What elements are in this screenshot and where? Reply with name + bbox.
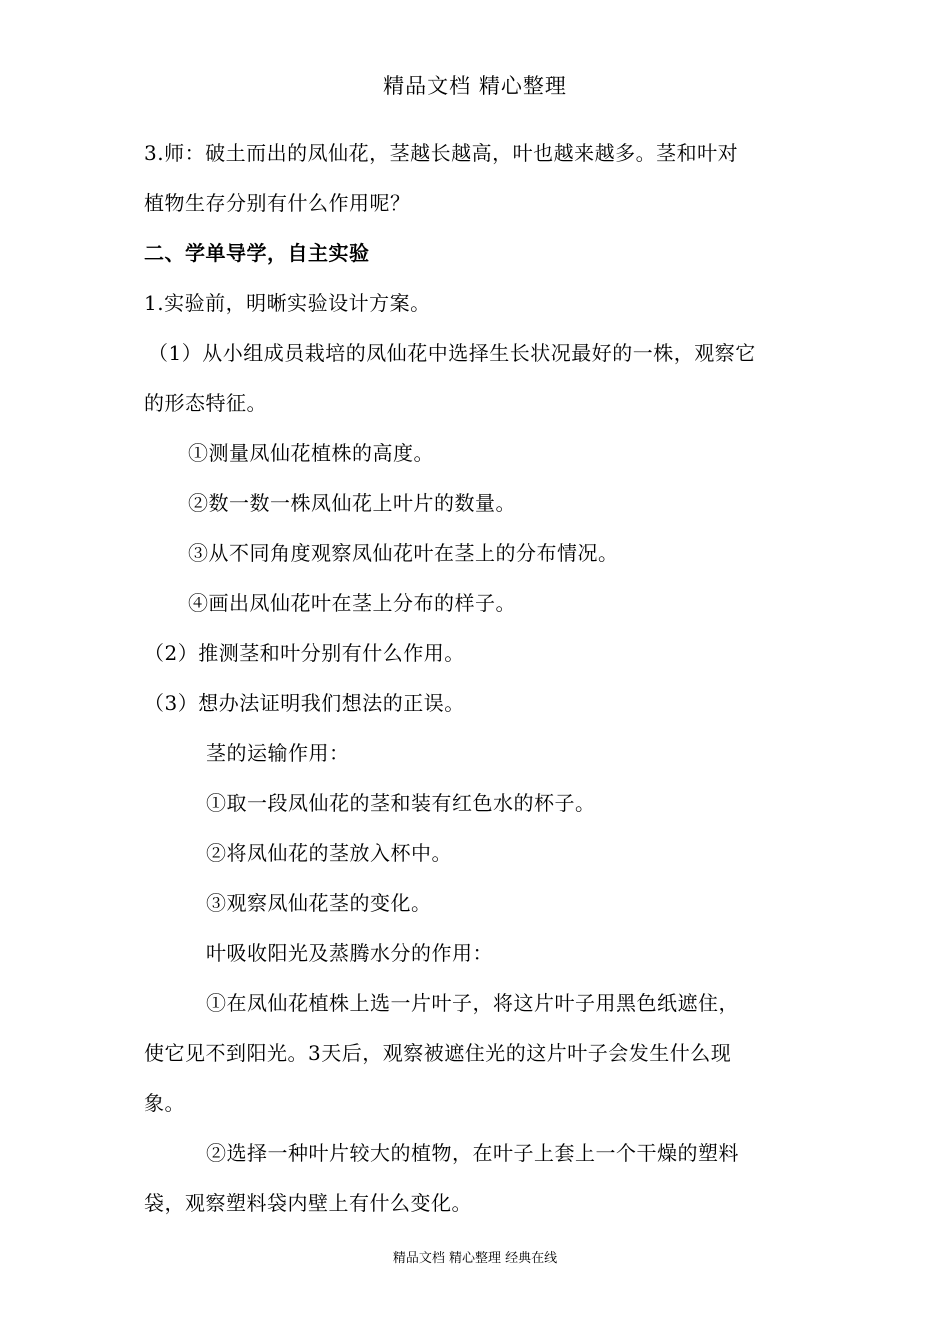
list-item: ③观察凤仙花茎的变化。 bbox=[206, 891, 432, 915]
page-footer: 精品文档 精心整理 经典在线 bbox=[392, 1251, 558, 1266]
paragraph-line: （1）从小组成员栽培的凤仙花中选择生长状况最好的一株，观察它 bbox=[148, 341, 756, 365]
paragraph-line: 3.师：破土而出的凤仙花，茎越长越高，叶也越来越多。茎和叶对 bbox=[144, 141, 739, 165]
list-item: ①在凤仙花植株上选一片叶子，将这片叶子用黑色纸遮住， bbox=[206, 991, 739, 1015]
list-item: ①测量凤仙花植株的高度。 bbox=[188, 441, 434, 465]
document-body bbox=[144, 128, 814, 1228]
list-item: ④画出凤仙花叶在茎上分布的样子。 bbox=[188, 591, 516, 615]
list-item: ①取一段凤仙花的茎和装有红色水的杯子。 bbox=[206, 791, 596, 815]
subheading: 叶吸收阳光及蒸腾水分的作用： bbox=[206, 941, 493, 965]
paragraph-line: 1.实验前，明晰实验设计方案。 bbox=[144, 291, 431, 315]
paragraph-line: （2）推测茎和叶分别有什么作用。 bbox=[144, 641, 465, 665]
paragraph-line: 使它见不到阳光。3天后，观察被遮住光的这片叶子会发生什么现 bbox=[144, 1041, 732, 1065]
list-item: ②数一数一株凤仙花上叶片的数量。 bbox=[188, 491, 516, 515]
paragraph-line: 的形态特征。 bbox=[144, 391, 267, 415]
paragraph-line: 袋，观察塑料袋内壁上有什么变化。 bbox=[144, 1191, 472, 1215]
list-item: ③从不同角度观察凤仙花叶在茎上的分布情况。 bbox=[188, 541, 619, 565]
list-item: ②将凤仙花的茎放入杯中。 bbox=[206, 841, 452, 865]
section-heading: 二、学单导学，自主实验 bbox=[144, 241, 370, 265]
subheading: 茎的运输作用： bbox=[206, 741, 350, 765]
page-header: 精品文档 精心整理 bbox=[383, 74, 567, 98]
list-item: ②选择一种叶片较大的植物，在叶子上套上一个干燥的塑料 bbox=[206, 1141, 739, 1165]
paragraph-line: 象。 bbox=[144, 1091, 185, 1115]
paragraph-line: 植物生存分别有什么作用呢？ bbox=[144, 191, 411, 215]
paragraph-line: （3）想办法证明我们想法的正误。 bbox=[144, 691, 465, 715]
